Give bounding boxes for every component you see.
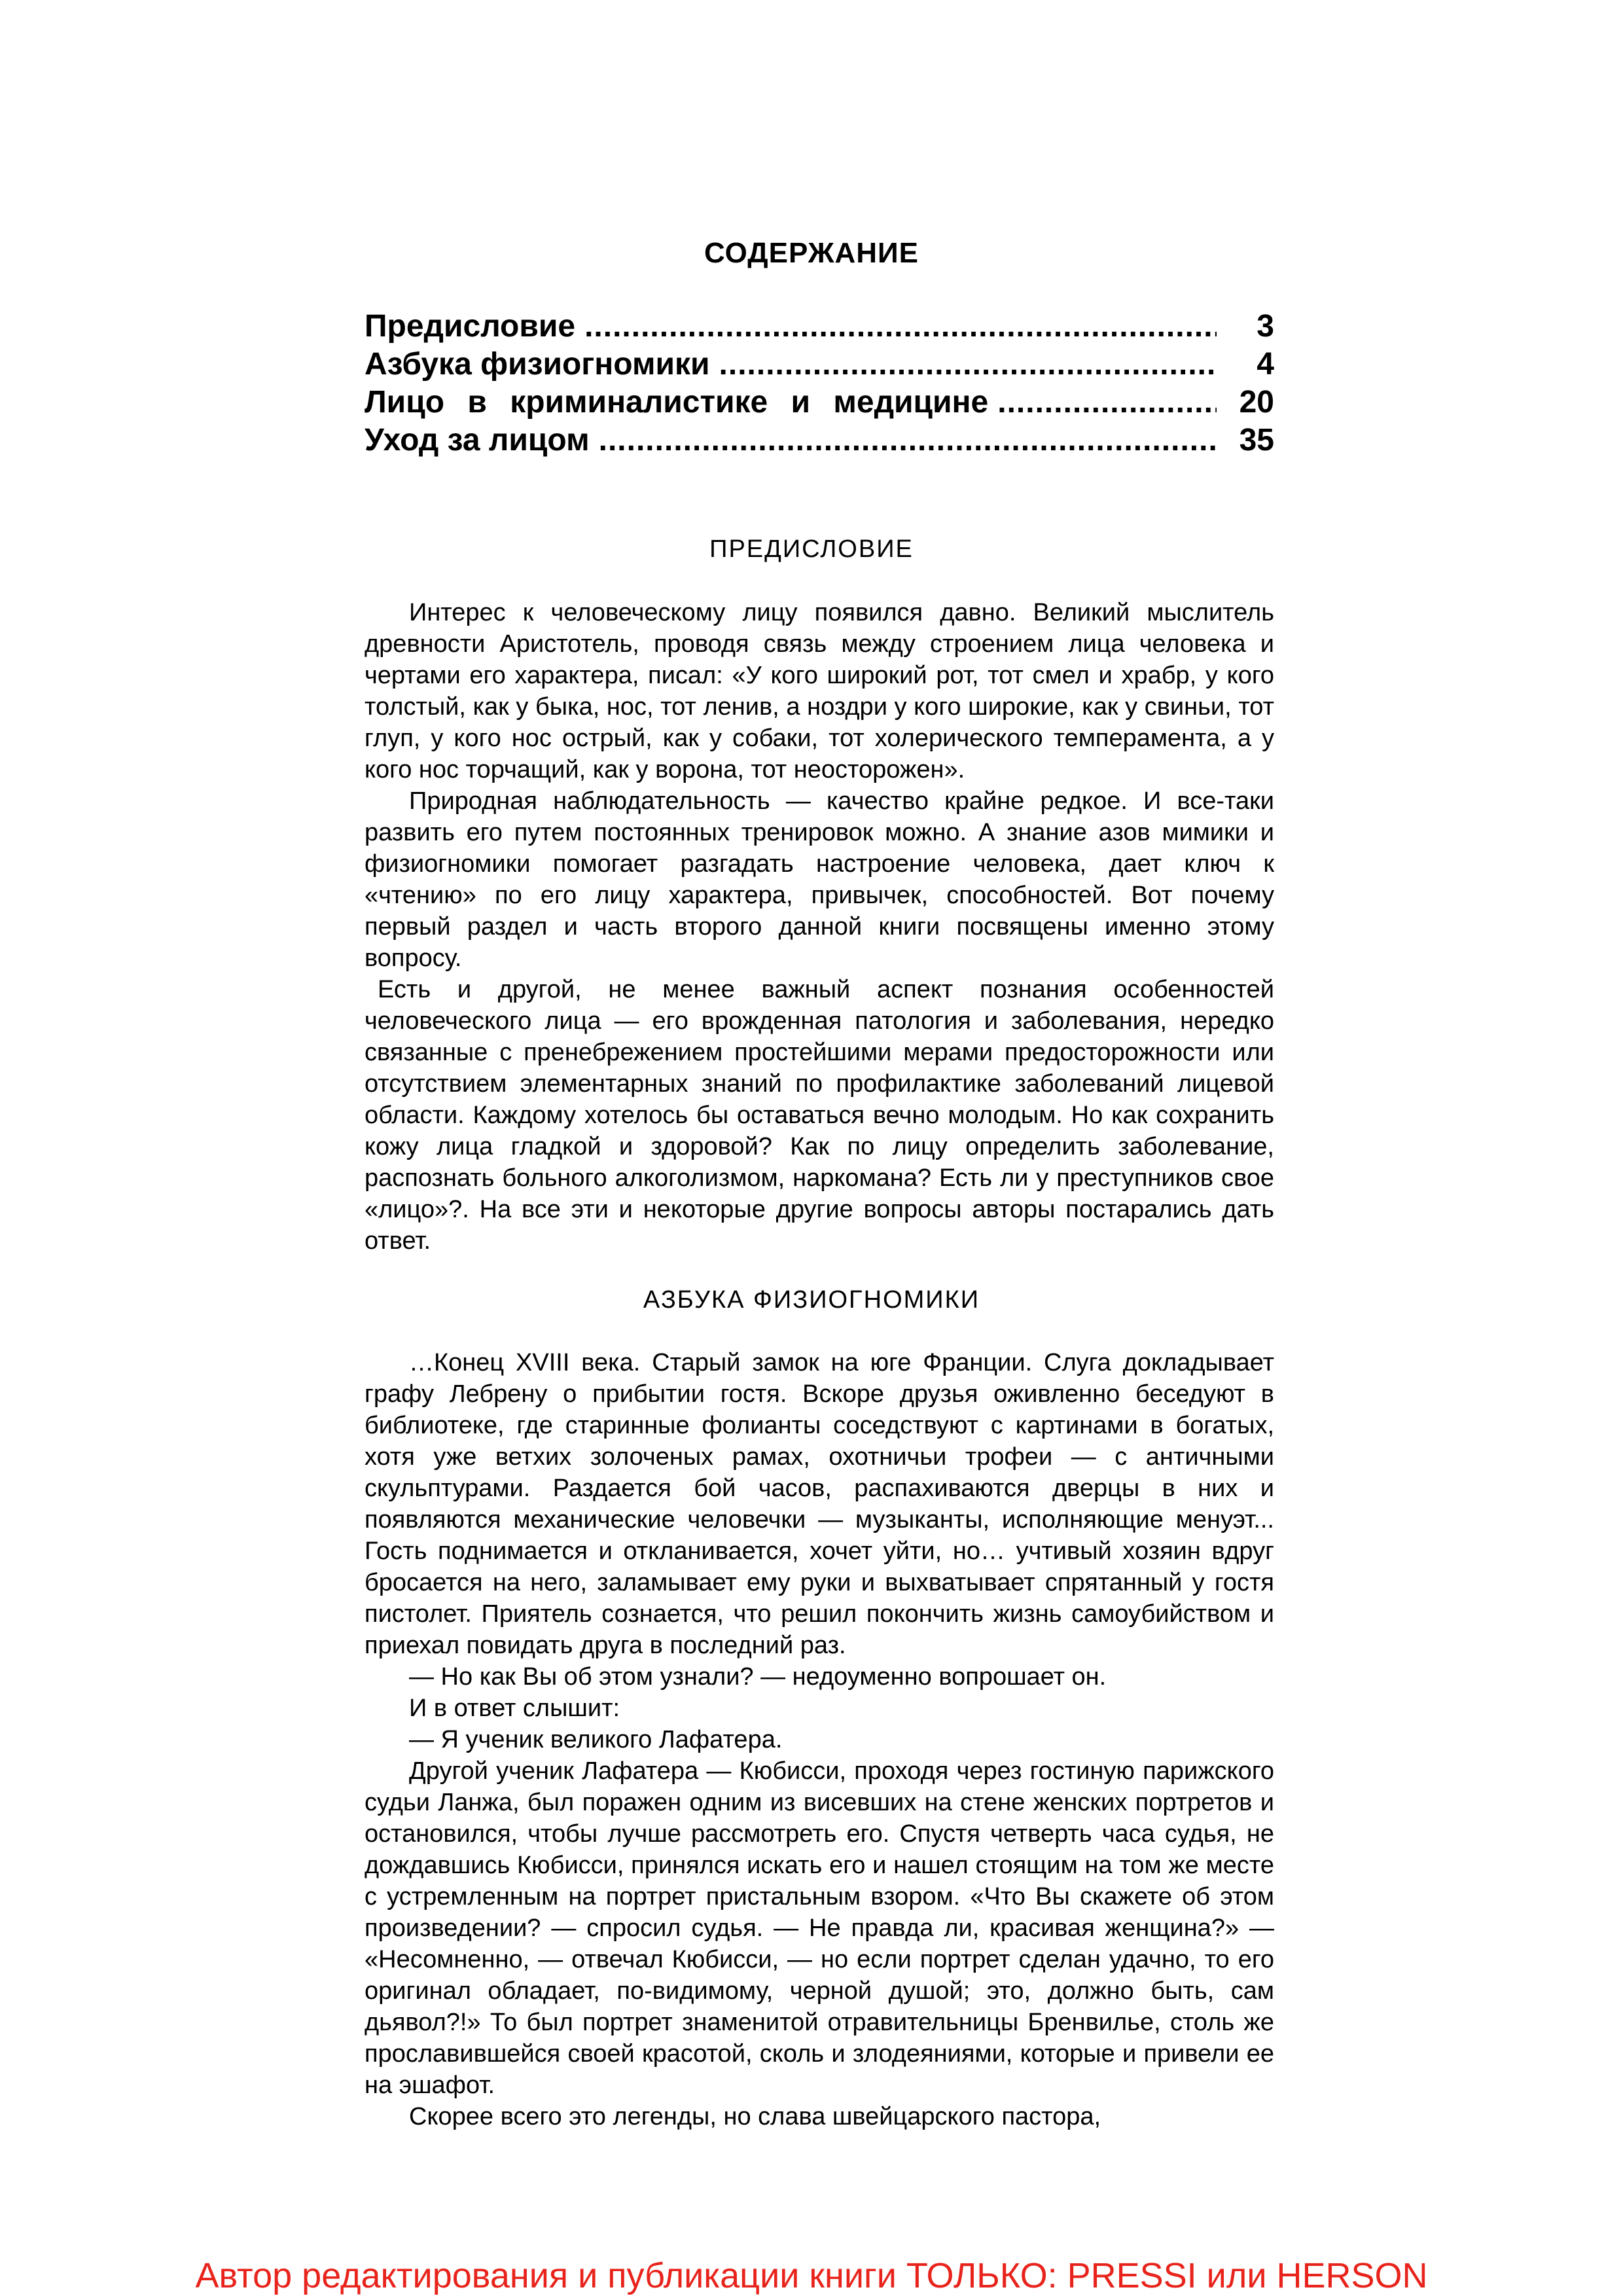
- dialogue-line: — Я ученик великого Лафатера.: [409, 1726, 783, 1753]
- paragraph: Другой ученик Лафатера — Кюбисси, проходя через гостиную парижского судьи Ланжа, был поражен одним из висевших на стене женских портретов и остановился, чтобы лучше рассмотреть его. Спустя четверть часа судья, не дождавшись Кюбисси, принялся искать его и нашел стоящим на том же месте с устремленным на портрет пристальным взором. «Что Вы скажете об этом произведении? — спросил судья. — Не правда ли, красивая женщина?» — «Несомненно, — отвечал Кюбисси, — но если портрет сделан удачно, то его оригинал обладает, по-видимому, черной душой; это, должно быть, сам дьявол?!» То был портрет знаменитой отравительницы Бренвилье, столь же прославившейся своей красотой, сколь и злодеяниями, которые и привели ее на эшафот.: [365, 1757, 1274, 2099]
- toc-leader-dots: [584, 308, 1217, 346]
- preface-heading: ПРЕДИСЛОВИЕ: [709, 535, 914, 563]
- toc-entry-label: Лицо в криминалистике и медицине: [365, 385, 989, 420]
- toc-entry-label: Уход за лицом: [365, 423, 590, 457]
- paragraph: Природная наблюдательность — качество крайне редкое. И все-таки развить его путем постоянных тренировок можно. А знание азов мимики и физиогномики помогает разгадать настроение человека, дает ключ к «чтению» по его лицу характера, привычек, способностей. Вот почему первый раздел и часть второго данной книги посвящены именно этому вопросу.: [365, 787, 1274, 972]
- toc-entry-page: 35: [1239, 423, 1274, 457]
- toc-entry-page: 3: [1257, 309, 1274, 344]
- toc-title: СОДЕРЖАНИЕ: [704, 237, 919, 269]
- paragraph: …Конец XVIII века. Старый замок на юге Франции. Слуга докладывает графу Лебрену о прибытии гостя. Вскоре друзья оживленно беседуют в библиотеке, где старинные фолианты соседствуют с картинами в богатых, хотя уже ветхих золоченых рамах, охотничьи трофеи — с античными скульптурами. Раздается бой часов, распахиваются дверцы в них и появляются механические человечки — музыканты, исполняющие менуэт... Гость поднимается и откланивается, хочет уйти, но… учтивый хозяин вдруг бросается на него, заламывает ему руки и выхватывает спрятанный у гостя пистолет. Приятель сознается, что решил покончить жизнь самоубийством и приехал повидать друга в последний раз.: [365, 1349, 1274, 1659]
- footer-notice: Автор редактирования и публикации книги ТОЛЬКО: PRESSI или HERSON: [195, 2256, 1428, 2295]
- paragraph: Есть и другой, не менее важный аспект познания особенностей человеческого лица — его врожденная патология и заболевания, нередко связанные с пренебрежением простейшими мерами предосторожности или отсутствием элементарных знаний по профилактике заболеваний лицевой области. Каждому хотелось бы оставаться вечно молодым. Но как сохранить кожу лица гладкой и здоровой? Как по лицу определить заболевание, распознать больного алкоголизмом, наркомана? Есть ли у преступников свое «лицо»?. На все эти и некоторые другие вопросы авторы постарались дать ответ.: [365, 976, 1274, 1255]
- table-of-contents: [365, 308, 1274, 459]
- toc-entry-page: 4: [1257, 347, 1274, 382]
- paragraph: Скорее всего это легенды, но слава швейцарского пастора,: [409, 2103, 1101, 2130]
- dialogue-line: — Но как Вы об этом узнали? — недоуменно вопрошает он.: [409, 1663, 1107, 1691]
- toc-leader-dots: [599, 422, 1217, 459]
- toc-entry-preface[interactable]: [365, 308, 1274, 346]
- toc-leader-dots: [997, 384, 1217, 422]
- paragraph: Интерес к человеческому лицу появился давно. Великий мыслитель древности Аристотель, проводя связь между строением лица человека и чертами его характера, писал: «У кого широкий рот, тот смел и храбр, у кого толстый, как у быка, нос, тот ленив, а ноздри у кого широкие, как у свиньи, тот глуп, у кого нос острый, как у собаки, тот холерического темперамента, а у кого нос торчащий, как у ворона, тот неосторожен».: [365, 599, 1274, 783]
- preface-body: [365, 597, 1274, 1257]
- toc-entry-page: 20: [1239, 385, 1274, 420]
- toc-entry-azbuka[interactable]: [365, 346, 1274, 384]
- toc-leader-dots: [719, 346, 1217, 384]
- toc-entry-label: Предисловие: [365, 309, 576, 344]
- paragraph: И в ответ слышит:: [409, 1695, 620, 1722]
- toc-entry-criminalistics[interactable]: [365, 384, 1274, 422]
- azbuka-body: [365, 1347, 1274, 2132]
- toc-entry-face-care[interactable]: [365, 422, 1274, 459]
- toc-entry-label: Азбука физиогномики: [365, 347, 710, 382]
- azbuka-heading: АЗБУКА ФИЗИОГНОМИКИ: [643, 1286, 980, 1314]
